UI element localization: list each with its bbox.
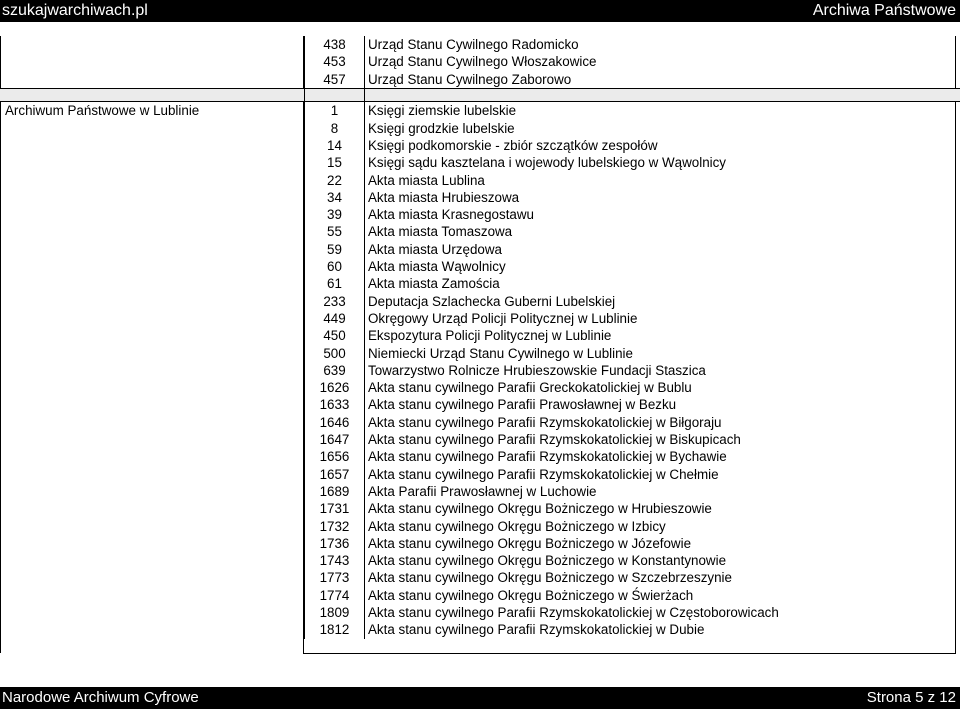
fonds-number: 639 (304, 362, 365, 379)
table-border-bottom (303, 653, 956, 654)
fonds-number: 500 (304, 345, 365, 362)
fonds-name: Ekspozytura Policji Politycznej w Lublinie (368, 328, 612, 344)
fonds-number: 14 (304, 137, 365, 154)
fonds-number: 8 (304, 120, 365, 137)
record-group-2 (0, 102, 960, 638)
table-row (0, 569, 960, 586)
table-row (0, 189, 960, 206)
table-row (0, 53, 960, 70)
table-row (0, 500, 960, 517)
table-row (0, 241, 960, 258)
fonds-name: Księgi ziemskie lubelskie (368, 103, 517, 119)
page-header (0, 0, 960, 22)
fonds-number: 1743 (304, 552, 365, 569)
table-row (0, 431, 960, 448)
fonds-name: Akta stanu cywilnego Parafii Prawosławnej w Bezku (368, 397, 677, 413)
table-row (0, 71, 960, 88)
fonds-name: Akta stanu cywilnego Parafii Rzymskokatolickiej w Częstoborowicach (368, 605, 779, 620)
fonds-number: 438 (304, 36, 365, 53)
fonds-name: Akta stanu cywilnego Parafii Greckokatolickiej w Bublu (368, 380, 692, 396)
fonds-number: 1812 (304, 621, 365, 638)
page-number: Strona 5 z 12 (866, 689, 956, 706)
fonds-number: 1689 (304, 483, 365, 500)
table-row (0, 535, 960, 552)
fonds-number: 1809 (304, 604, 365, 621)
fonds-name: Księgi sądu kasztelana i wojewody lubelskiego w Wąwolnicy (368, 155, 727, 171)
fonds-name: Akta miasta Tomaszowa (368, 224, 513, 240)
fonds-number: 1 (304, 102, 365, 119)
table-row (0, 379, 960, 396)
fonds-name: Urząd Stanu Cywilnego Radomicko (368, 37, 579, 52)
fonds-name: Księgi grodzkie lubelskie (368, 120, 515, 136)
table-row (0, 206, 960, 223)
fonds-name: Akta Parafii Prawosławnej w Luchowie (368, 483, 597, 499)
table-row (0, 258, 960, 275)
table-row (0, 466, 960, 483)
fonds-name: Niemiecki Urząd Stanu Cywilnego w Lublinie (368, 345, 633, 361)
fonds-name: Akta stanu cywilnego Okręgu Bożniczego w Hrubieszowie (368, 501, 712, 517)
fonds-number: 453 (304, 53, 365, 70)
fonds-number: 39 (304, 206, 365, 223)
table-row (0, 552, 960, 569)
fonds-name: Akta stanu cywilnego Okręgu Bożniczego w Izbicy (368, 518, 666, 534)
fonds-name: Akta stanu cywilnego Parafii Rzymskokatolickiej w Biskupicach (368, 432, 741, 448)
fonds-number: 1773 (304, 569, 365, 586)
fonds-number: 61 (304, 275, 365, 292)
fonds-number: 1626 (304, 379, 365, 396)
table-row (0, 604, 960, 621)
archive-name: Archiwum Państwowe w Lublinie (5, 103, 200, 119)
records-table (0, 36, 960, 639)
table-row (0, 448, 960, 465)
table-row (0, 345, 960, 362)
fonds-name: Akta stanu cywilnego Okręgu Bożniczego w Konstantynowie (368, 553, 727, 569)
table-row (0, 137, 960, 154)
fonds-number: 1732 (304, 518, 365, 535)
table-row (0, 293, 960, 310)
fonds-number: 1646 (304, 414, 365, 431)
fonds-number: 1657 (304, 466, 365, 483)
fonds-number: 55 (304, 223, 365, 240)
fonds-number: 1656 (304, 448, 365, 465)
fonds-name: Akta stanu cywilnego Parafii Rzymskokatolickiej w Biłgoraju (368, 414, 722, 430)
table-row (0, 362, 960, 379)
fonds-number: 1731 (304, 500, 365, 517)
table-row (0, 518, 960, 535)
fonds-name: Akta stanu cywilnego Okręgu Bożniczego w Świerżach (368, 587, 694, 603)
separator-num-cell (304, 88, 365, 103)
fonds-number: 34 (304, 189, 365, 206)
table-row (0, 310, 960, 327)
page-footer (0, 687, 960, 709)
fonds-number: 60 (304, 258, 365, 275)
fonds-name: Akta stanu cywilnego Parafii Rzymskokatolickiej w Chełmie (368, 466, 719, 482)
group-separator (0, 88, 960, 103)
record-group-1 (0, 36, 960, 88)
fonds-number: 22 (304, 172, 365, 189)
table-row (0, 587, 960, 604)
table-row (0, 275, 960, 292)
fonds-name: Akta stanu cywilnego Okręgu Bożniczego w Szczebrzeszynie (368, 570, 732, 586)
fonds-number: 450 (304, 327, 365, 344)
table-row (0, 36, 960, 53)
fonds-name: Urząd Stanu Cywilnego Zaborowo (368, 71, 572, 87)
fonds-number: 1774 (304, 587, 365, 604)
table-row (0, 621, 960, 638)
section-title: Archiwa Państwowe (812, 2, 956, 19)
footer-source: Narodowe Archiwum Cyfrowe (2, 689, 199, 706)
table-row (0, 120, 960, 137)
fonds-name: Akta miasta Urzędowa (368, 241, 502, 257)
fonds-name: Akta miasta Hrubieszowa (368, 189, 520, 205)
fonds-name: Towarzystwo Rolnicze Hrubieszowskie Fundacji Staszica (368, 362, 706, 378)
table-row (0, 154, 960, 171)
fonds-name: Akta miasta Lublina (368, 172, 485, 188)
fonds-name: Akta miasta Wąwolnicy (368, 259, 506, 275)
table-row (0, 396, 960, 413)
table-row (0, 102, 960, 119)
fonds-name: Akta stanu cywilnego Parafii Rzymskokatolickiej w Bychawie (368, 449, 727, 465)
fonds-name: Akta stanu cywilnego Parafii Rzymskokatolickiej w Dubie (368, 622, 705, 638)
fonds-number: 1633 (304, 396, 365, 413)
fonds-number: 59 (304, 241, 365, 258)
fonds-number: 457 (304, 71, 365, 88)
fonds-name: Księgi podkomorskie - zbiór szczątków zespołów (368, 137, 658, 153)
fonds-number: 1647 (304, 431, 365, 448)
fonds-number: 233 (304, 293, 365, 310)
table-row (0, 172, 960, 189)
table-row (0, 327, 960, 344)
fonds-number: 15 (304, 154, 365, 171)
fonds-name: Akta miasta Krasnegostawu (368, 207, 534, 223)
fonds-name: Okręgowy Urząd Policji Politycznej w Lublinie (368, 310, 638, 326)
fonds-number: 1736 (304, 535, 365, 552)
fonds-name: Deputacja Szlachecka Guberni Lubelskiej (368, 293, 616, 309)
table-row (0, 223, 960, 240)
site-name[interactable]: szukajwarchiwach.pl (2, 2, 148, 19)
table-row (0, 414, 960, 431)
fonds-number: 449 (304, 310, 365, 327)
fonds-name: Urząd Stanu Cywilnego Włoszakowice (368, 54, 597, 70)
fonds-name: Akta miasta Zamościa (368, 276, 500, 292)
table-row (0, 483, 960, 500)
fonds-name: Akta stanu cywilnego Okręgu Bożniczego w Józefowie (368, 535, 692, 551)
